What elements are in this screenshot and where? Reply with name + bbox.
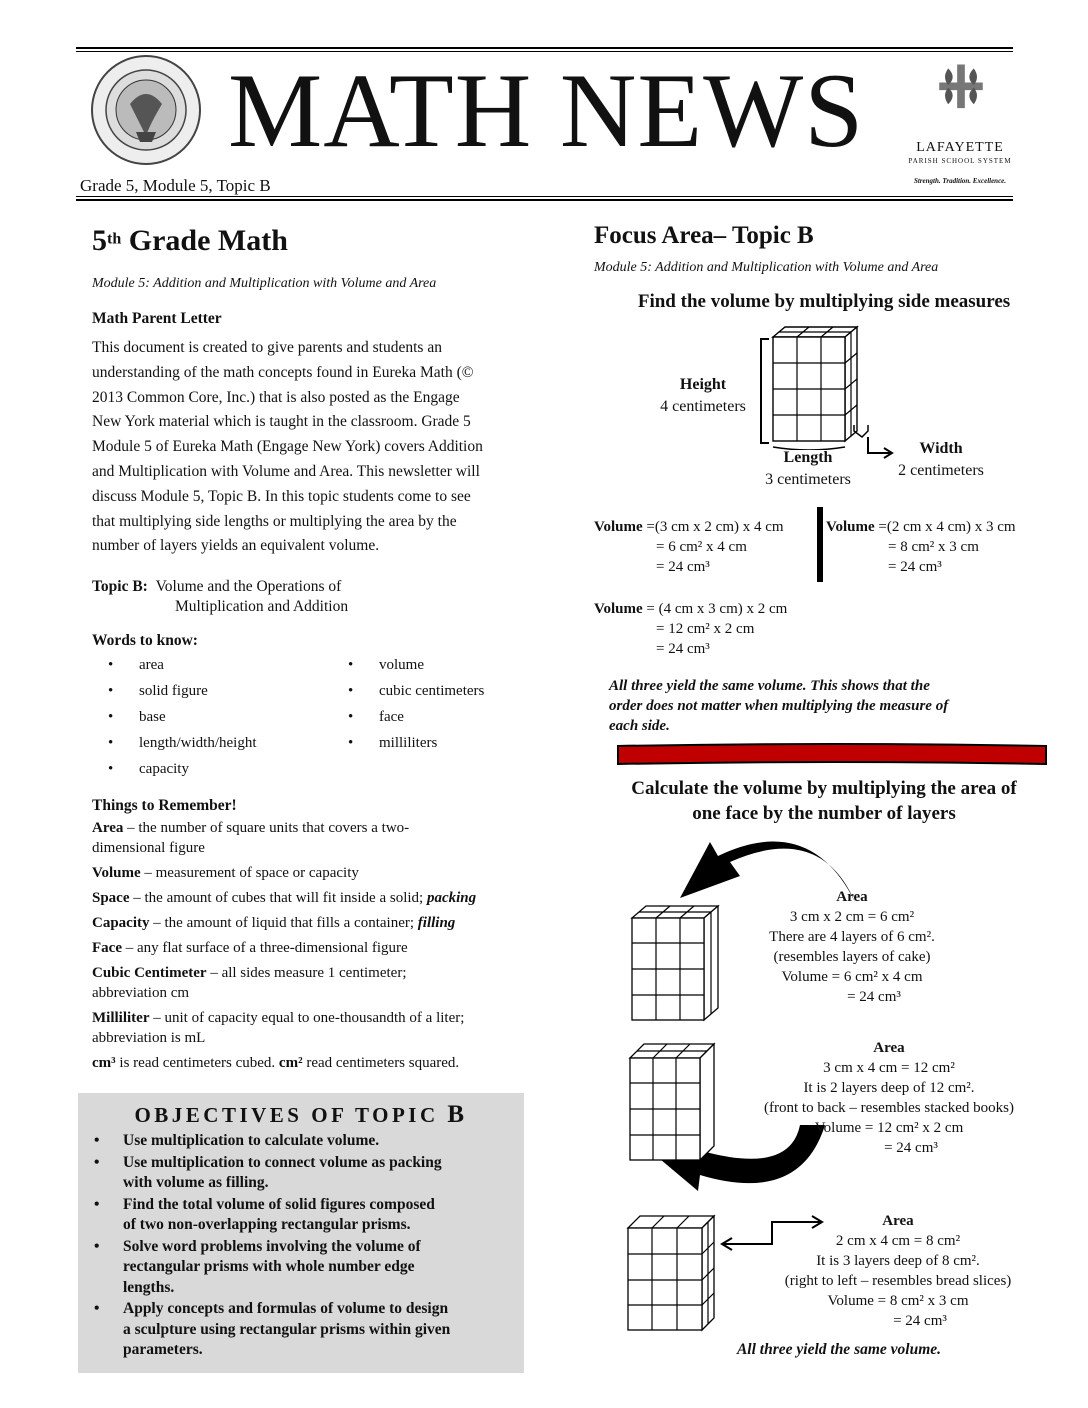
masthead-title: MATH NEWS bbox=[228, 52, 865, 169]
words-list-col2 bbox=[348, 657, 548, 761]
list-item: • capacity bbox=[108, 761, 189, 777]
logo-tagline: Strength. Tradition. Excellence. bbox=[913, 177, 1007, 185]
top-rule bbox=[76, 47, 1013, 49]
area-block-3: Area 2 cm x 4 cm = 8 cm² It is 3 layers deep of 8 cm². (right to left – resembles bread slices) Volume = 8 cm² x 3 cm = 24 cm³ bbox=[784, 1213, 1012, 1329]
lafayette-cross-logo-icon bbox=[896, 62, 1026, 142]
focus-heading: Focus Area– Topic B bbox=[594, 222, 814, 249]
term-milliliter: Milliliter – unit of capacity equal to one-thousandth of a liter; abbreviation is mL bbox=[92, 1010, 465, 1046]
volume-equation-2: Volume =(2 cm x 4 cm) x 3 cm = 8 cm² x 3 cm = 24 cm³ bbox=[826, 519, 1016, 575]
volume-equation-3: Volume = (4 cm x 3 cm) x 2 cm = 12 cm² x 2 cm = 24 cm³ bbox=[594, 601, 788, 657]
prism-bread-slices-diagram bbox=[624, 1210, 718, 1335]
list-item: • Solve word problems involving the volume of rectangular prisms with whole number edge lengths. bbox=[94, 1237, 421, 1296]
terms-list bbox=[92, 818, 542, 1078]
find-volume-title: Find the volume by multiplying side measures bbox=[637, 291, 1011, 312]
term-space: Space – the amount of cubes that will fit inside a solid; packing bbox=[92, 890, 477, 906]
calc-volume-title: Calculate the volume by multiplying the area of one face by the number of layers bbox=[631, 778, 1017, 824]
header-rule-thin bbox=[76, 196, 1013, 197]
list-item: • area bbox=[108, 657, 164, 673]
logo-name: LAFAYETTE bbox=[916, 140, 1004, 155]
masthead-subtitle: Grade 5, Module 5, Topic B bbox=[80, 176, 271, 195]
length-label: Length 3 centimeters bbox=[765, 449, 851, 488]
objectives-title: OBJECTIVES OF TOPIC B bbox=[134, 1101, 468, 1128]
term-area: Area – the number of square units that covers a two- dimensional figure bbox=[92, 820, 410, 856]
objectives-list bbox=[92, 1131, 512, 1362]
logo-subtitle: PARISH SCHOOL SYSTEM bbox=[908, 157, 1012, 165]
volume-equation-1: Volume =(3 cm x 2 cm) x 4 cm = 6 cm² x 4 cm = 24 cm³ bbox=[594, 519, 784, 575]
final-note: All three yield the same volume. bbox=[736, 1341, 942, 1358]
left-module-line: Module 5: Addition and Multiplication with Volume and Area bbox=[92, 276, 437, 291]
words-title: Words to know: bbox=[92, 632, 198, 649]
words-list-col1 bbox=[108, 657, 328, 787]
remember-title: Things to Remember! bbox=[92, 797, 237, 814]
term-face: Face – any flat surface of a three-dimensional figure bbox=[92, 940, 408, 956]
term-volume: Volume – measurement of space or capacity bbox=[92, 865, 359, 881]
list-item: • milliliters bbox=[348, 735, 438, 751]
list-item: • solid figure bbox=[108, 683, 208, 699]
parent-letter-title: Math Parent Letter bbox=[92, 310, 222, 327]
red-divider-bar bbox=[612, 740, 1052, 770]
same-volume-note: All three yield the same volume. This shows that the order does not matter when multiplying the measure of each side. bbox=[609, 678, 949, 734]
school-board-seal-icon bbox=[90, 54, 202, 166]
list-item: • Apply concepts and formulas of volume to design a sculpture using rectangular prisms within given parameters. bbox=[94, 1300, 451, 1358]
list-item: • base bbox=[108, 709, 166, 725]
list-item: • face bbox=[348, 709, 404, 725]
term-cubic-centimeter: Cubic Centimeter – all sides measure 1 centimeter; abbreviation cm bbox=[92, 965, 407, 1001]
area-block-1: Area 3 cm x 2 cm = 6 cm² There are 4 layers of 6 cm². (resembles layers of cake) Volume = 6 cm² x 4 cm = 24 cm³ bbox=[769, 889, 935, 1005]
height-label: Height 4 centimeters bbox=[660, 376, 746, 415]
list-item: • Use multiplication to calculate volume. bbox=[94, 1132, 380, 1149]
list-item: • Find the total volume of solid figures composed of two non-overlapping rectangular prisms. bbox=[94, 1195, 435, 1233]
list-item: • volume bbox=[348, 657, 424, 673]
width-label: Width 2 centimeters bbox=[898, 440, 984, 479]
grade-heading: 5th Grade Math bbox=[92, 224, 288, 257]
cubed-squared-note: cm³ is read centimeters cubed. cm² read centimeters squared. bbox=[92, 1055, 460, 1071]
topic-label-block: Topic B: Volume and the Operations of Multiplication and Addition bbox=[92, 578, 349, 615]
list-item: • Use multiplication to connect volume as packing with volume as filling. bbox=[94, 1153, 442, 1191]
term-capacity: Capacity – the amount of liquid that fills a container; filling bbox=[92, 915, 456, 931]
list-item: • cubic centimeters bbox=[348, 683, 485, 699]
right-module-line: Module 5: Addition and Multiplication with Volume and Area bbox=[594, 260, 939, 275]
list-item: • length/width/height bbox=[108, 735, 257, 751]
prism-stacked-books-diagram bbox=[626, 1038, 720, 1163]
equation-divider bbox=[817, 507, 823, 582]
objectives-box bbox=[78, 1093, 524, 1373]
intro-paragraph: This document is created to give parents and students an understanding of the math concepts found in Eureka Math (© 2013 Common Core, Inc.) that is also posted as the Engage New York material which is taught in the classroom. Grade 5 Module 5 of Eureka Math (Engage New York) covers Addition and Multiplication with Volume and Area. This newsletter will discuss Module 5, Topic B. In this topic students come to see that multiplying side lengths or multiplying the area by the number of layers yields an equivalent volume. bbox=[92, 339, 483, 555]
header-rule bbox=[76, 199, 1013, 201]
area-block-2: Area 3 cm x 4 cm = 12 cm² It is 2 layers deep of 12 cm². (front to back – resembles stacked books) Volume = 12 cm² x 2 cm = 24 cm³ bbox=[764, 1040, 1014, 1156]
prism-layers-cake-diagram bbox=[628, 898, 722, 1023]
